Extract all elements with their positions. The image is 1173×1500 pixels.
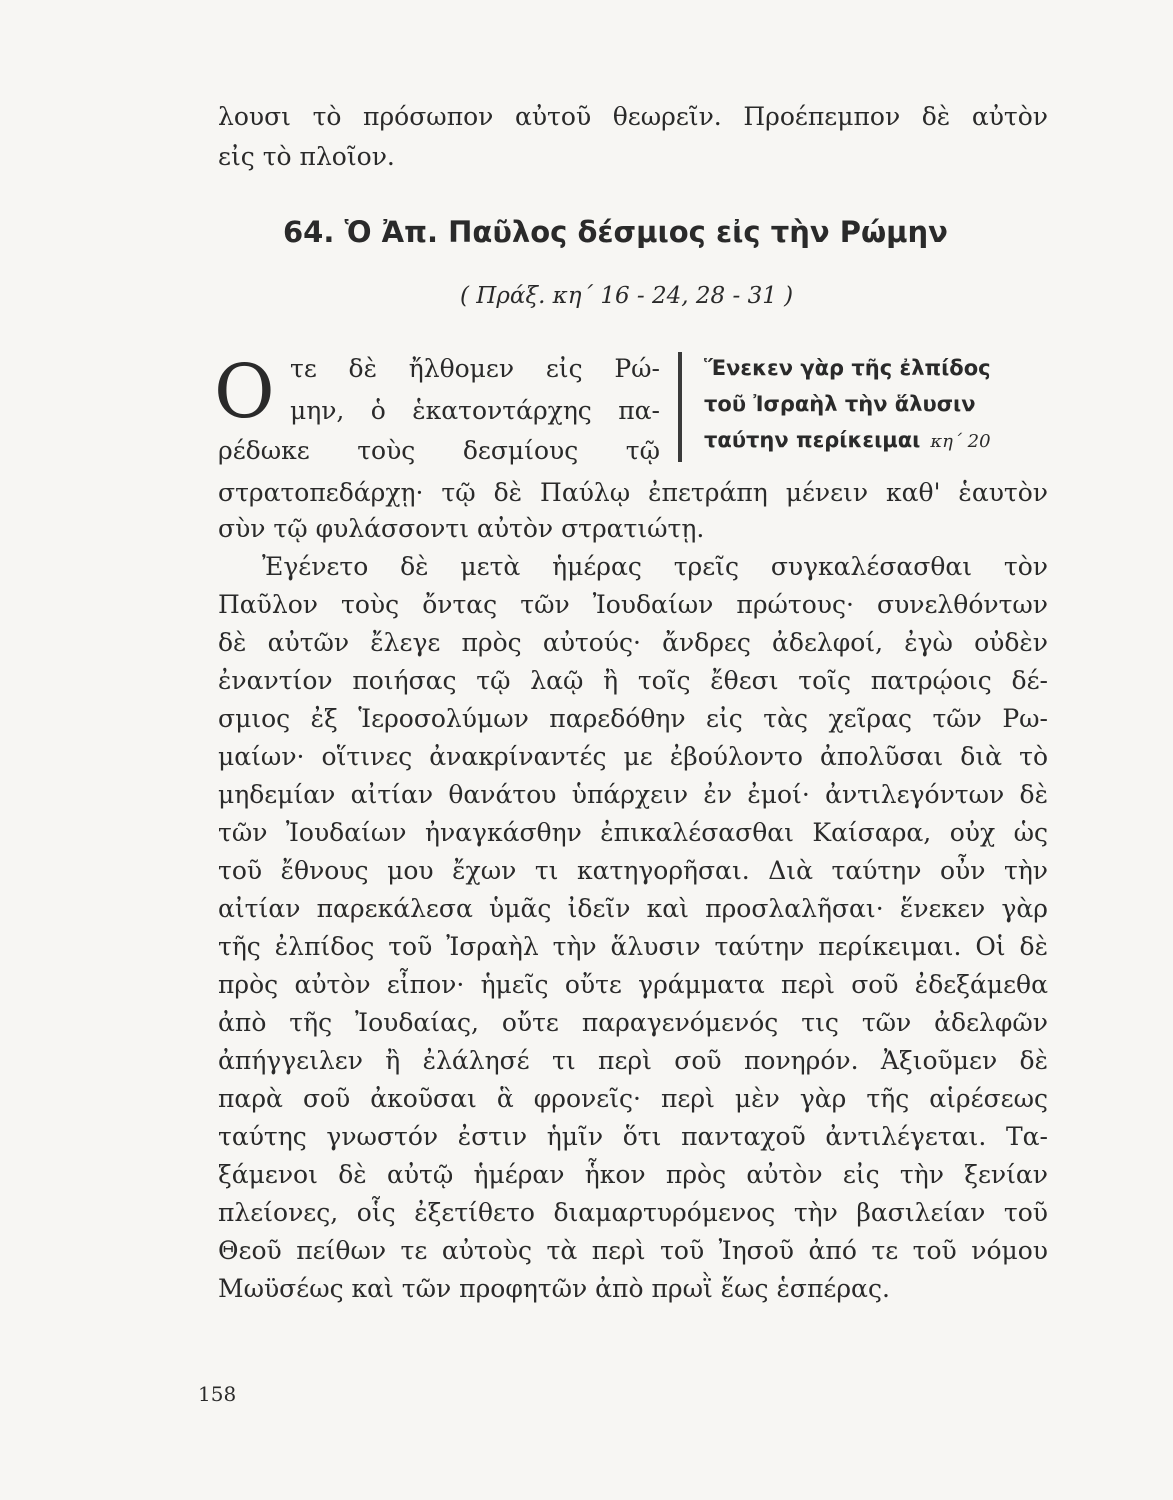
drop-cap-initial: Ο (214, 349, 275, 435)
verse-box-line: τοῦ Ἰσραὴλ τὴν ἅλυσιν (704, 392, 976, 416)
text-line: ἀπὸ τῆς Ἰουδαίας, οὔτε παραγενόμενός τις τῶν ἀδελφῶν (218, 1008, 1048, 1037)
text-line: στρατοπεδάρχῃ· τῷ δὲ Παύλῳ ἐπετράπη μένειν καθ' ἑαυτὸν (218, 478, 1048, 507)
text-line: Μωϋσέως καὶ τῶν προφητῶν ἀπὸ πρωῒ ἕως ἑσπέρας. (218, 1274, 890, 1303)
text-line: ταύτης γνωστόν ἐστιν ἡμῖν ὅτι πανταχοῦ ἀντιλέγεται. Τα- (218, 1122, 1048, 1151)
text-line: μαίων· οἵτινες ἀνακρίναντές με ἐβούλοντο ἀπολῦσαι διὰ τὸ (218, 742, 1048, 771)
verse-box-line-with-ref (704, 424, 1040, 458)
text-line: Παῦλον τοὺς ὄντας τῶν Ἰουδαίων πρώτους· συνελθόντων (218, 590, 1048, 619)
text-line: Ἐγένετο δὲ μετὰ ἡμέρας τρεῖς συγκαλέσασθαι τὸν (262, 552, 1048, 581)
text-line: ἀπήγγειλεν ἢ ἐλάλησέ τι περὶ σοῦ πονηρόν. Ἀξιοῦμεν δὲ (218, 1046, 1048, 1075)
section-heading: 64. Ὁ Ἀπ. Παῦλος δέσμιος εἰς τὴν Ρώμην (283, 215, 948, 249)
text-line: ἐναντίον ποιήσας τῷ λαῷ ἢ τοῖς ἔθεσι τοῖς πατρῴοις δέ- (218, 666, 1048, 695)
text-line: τῶν Ἰουδαίων ἠναγκάσθην ἐπικαλέσασθαι Καίσαρα, οὐχ ὡς (218, 818, 1048, 847)
text-line: μην, ὁ ἑκατοντάρχης πα- (290, 396, 660, 425)
text-line: πλείονες, οἷς ἐξετίθετο διαμαρτυρόμενος τὴν βασιλείαν τοῦ (218, 1198, 1048, 1227)
text-line: εἰς τὸ πλοῖον. (218, 142, 395, 171)
text-line: παρὰ σοῦ ἀκοῦσαι ἃ φρονεῖς· περὶ μὲν γὰρ τῆς αἱρέσεως (218, 1084, 1048, 1113)
text-line: Θεοῦ πείθων τε αὐτοὺς τὰ περὶ τοῦ Ἰησοῦ ἀπό τε τοῦ νόμου (218, 1236, 1048, 1265)
text-line: λουσι τὸ πρόσωπον αὐτοῦ θεωρεῖν. Προέπεμπον δὲ αὐτὸν (218, 102, 1048, 131)
scripture-citation: ( Πράξ. κη΄ 16 - 24, 28 - 31 ) (460, 283, 794, 309)
text-line: τοῦ ἔθνους μου ἔχων τι κατηγορῆσαι. Διὰ ταύτην οὖν τὴν (218, 856, 1048, 885)
verse-box-line: Ἕνεκεν γὰρ τῆς ἐλπίδος (704, 356, 991, 380)
double-rule-divider (678, 352, 682, 462)
text-line: ξάμενοι δὲ αὐτῷ ἡμέραν ἧκον πρὸς αὐτὸν εἰς τὴν ξενίαν (218, 1160, 1048, 1189)
text-line: σὺν τῷ φυλάσσοντι αὐτὸν στρατιώτῃ. (218, 514, 705, 543)
text-line: αἰτίαν παρεκάλεσα ὑμᾶς ἰδεῖν καὶ προσλαλῆσαι· ἕνεκεν γὰρ (218, 894, 1048, 923)
text-line: ρέδωκε τοὺς δεσμίους τῷ (218, 436, 660, 465)
text-line: πρὸς αὐτὸν εἶπον· ἡμεῖς οὔτε γράμματα περὶ σοῦ ἐδεξάμεθα (218, 970, 1048, 999)
text-line: τε δὲ ἤλθομεν εἰς Ρώ- (290, 354, 660, 383)
verse-reference: κη΄ 20 (930, 431, 991, 452)
text-line: μηδεμίαν αἰτίαν θανάτου ὑπάρχειν ἐν ἐμοί· ἀντιλεγόντων δὲ (218, 780, 1048, 809)
text-line: σμιος ἐξ Ἱεροσολύμων παρεδόθην εἰς τὰς χεῖρας τῶν Ρω- (218, 704, 1048, 733)
verse-box-line: ταύτην περίκειμαι (704, 428, 921, 452)
page-number: 158 (198, 1382, 237, 1406)
text-line: δὲ αὐτῶν ἔλεγε πρὸς αὐτούς· ἄνδρες ἀδελφοί, ἐγὼ οὐδὲν (218, 628, 1048, 657)
text-line: τῆς ἐλπίδος τοῦ Ἰσραὴλ τὴν ἅλυσιν ταύτην περίκειμαι. Οἱ δὲ (218, 932, 1048, 961)
